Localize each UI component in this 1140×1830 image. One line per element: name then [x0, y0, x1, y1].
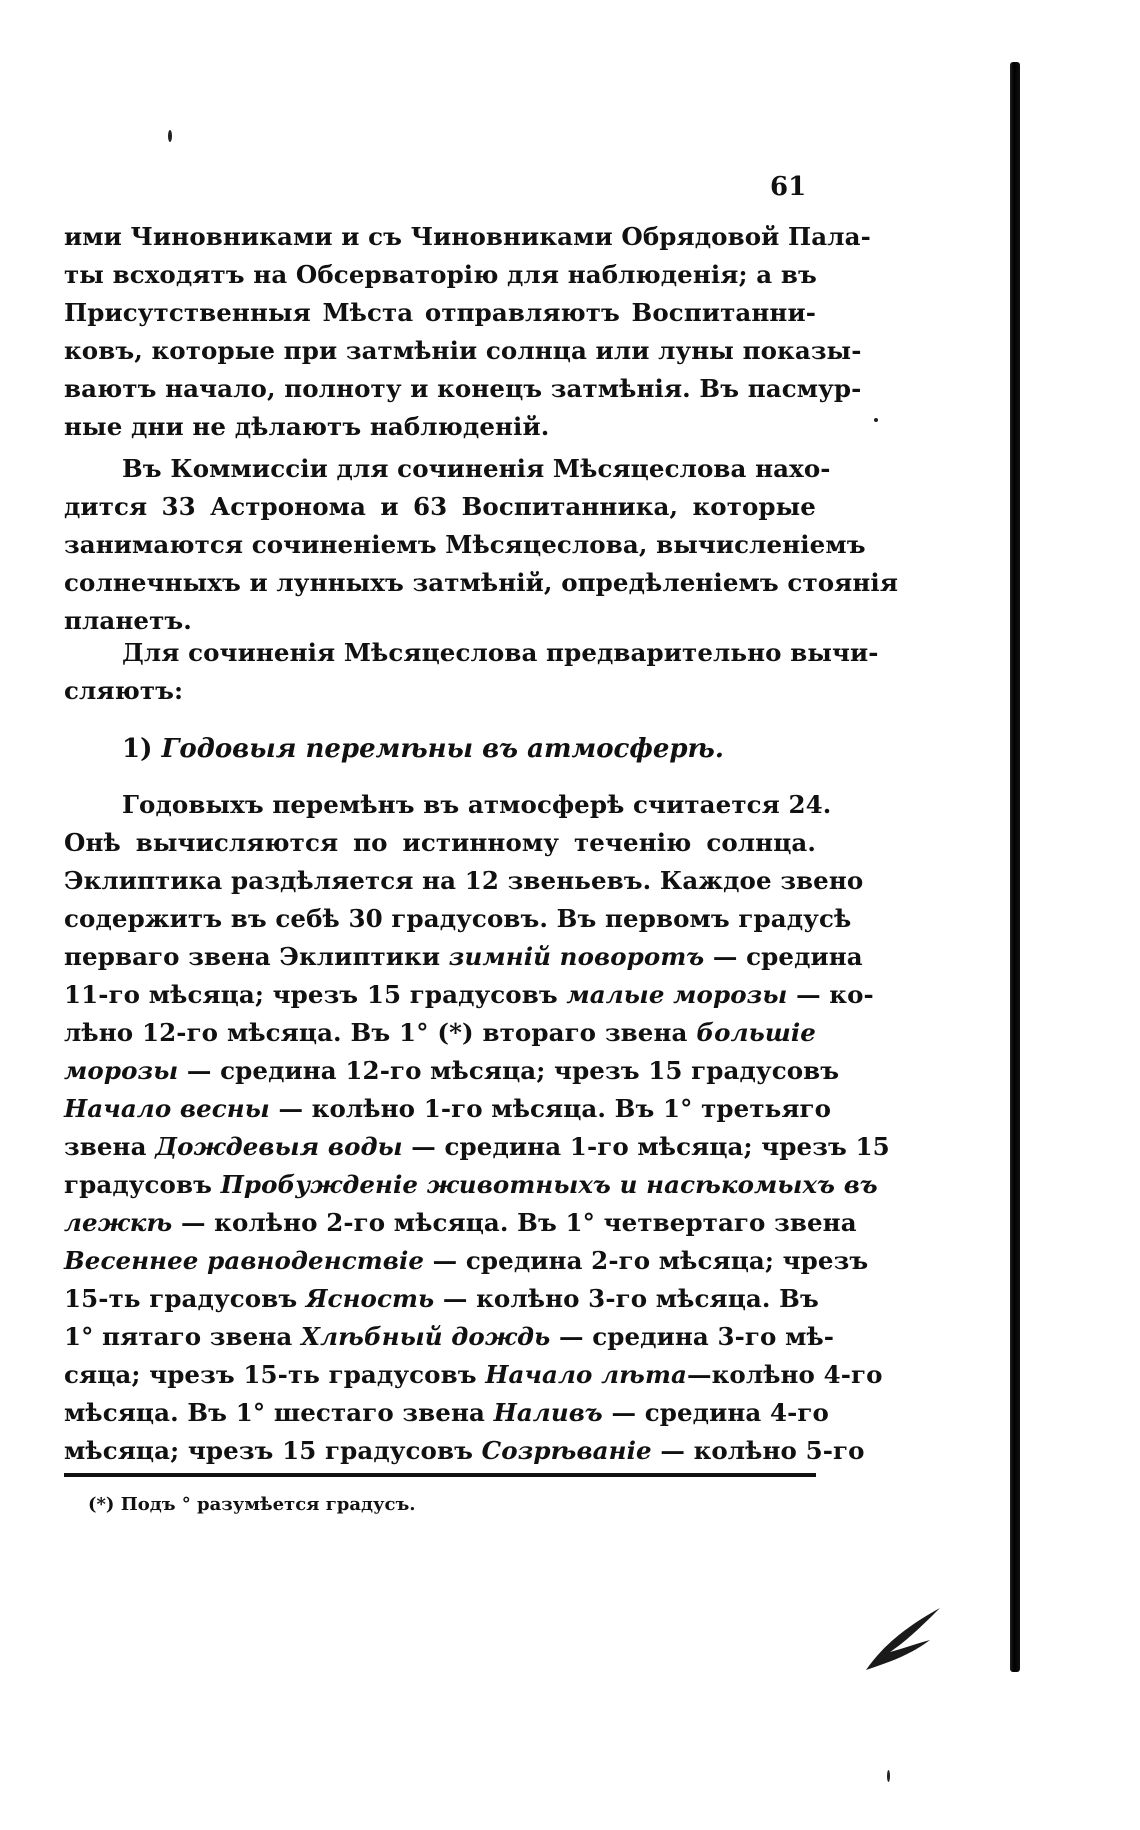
text-line	[64, 1318, 835, 1356]
ink-stroke-mark	[860, 1600, 950, 1680]
text-span: — ко-	[787, 980, 874, 1009]
italic-term: морозы	[64, 1056, 179, 1085]
italic-term: Созрѣваніе	[481, 1436, 652, 1465]
paragraph-3	[64, 634, 879, 710]
text-span: 15-ть градусовъ	[64, 1284, 306, 1313]
text-span: лѣно 12-го мѣсяца. Въ 1° (*) втораго звена	[64, 1018, 697, 1047]
footnote: (*) Подъ ° разумѣется градусъ.	[88, 1494, 416, 1515]
italic-term: Начало лѣта	[485, 1360, 687, 1389]
text-line	[64, 938, 863, 976]
text-line: занимаются сочиненіемъ Мѣсяцеслова, вычисленіемъ	[64, 530, 866, 559]
text-line	[64, 1394, 829, 1432]
text-line: Присутственныя Мѣста отправляютъ Воспитанни-	[64, 298, 816, 327]
page-number: 61	[770, 172, 807, 202]
italic-term: Начало весны	[64, 1094, 270, 1123]
scan-edge-bar	[1010, 62, 1020, 1672]
italic-term: Ясность	[305, 1284, 435, 1313]
text-span: — средина 4-го	[602, 1398, 829, 1427]
text-line: ими Чиновниками и съ Чиновниками Обрядовой Пала-	[64, 222, 871, 251]
footnote-divider	[64, 1473, 816, 1477]
text-line: Въ Коммиссіи для сочиненія Мѣсяцеслова нахо-	[122, 454, 831, 483]
text-span: мѣсяца; чрезъ 15 градусовъ	[64, 1436, 482, 1465]
text-line: ковъ, которые при затмѣніи солнца или луны показы-	[64, 336, 862, 365]
paragraph-2	[64, 450, 899, 640]
text-line: ваютъ начало, полноту и конецъ затмѣнія. Въ пасмур-	[64, 374, 862, 403]
text-line: ты всходятъ на Обсерваторію для наблюденія; а въ	[64, 260, 817, 289]
text-span: — колѣно 2-го мѣсяца. Въ 1° четвертаго звена	[172, 1208, 857, 1237]
italic-term: малые морозы	[566, 980, 788, 1009]
paragraph-4	[64, 786, 890, 1470]
text-span: перваго звена Эклиптики	[64, 942, 449, 971]
text-span: —колѣно 4-го	[686, 1360, 883, 1389]
text-span: градусовъ	[64, 1170, 221, 1199]
text-line	[64, 1204, 857, 1242]
text-span: — колѣно 5-го	[651, 1436, 865, 1465]
text-span: звена	[64, 1132, 156, 1161]
ink-speck	[887, 1770, 890, 1782]
italic-term: Пробужденіе животныхъ и насѣкомыхъ въ	[220, 1170, 878, 1199]
text-span: — колѣно 3-го мѣсяца. Въ	[434, 1284, 819, 1313]
text-line	[64, 1128, 890, 1166]
text-line	[64, 1052, 840, 1090]
italic-term: зимній поворотъ	[448, 942, 705, 971]
text-span: — средина 1-го мѣсяца; чрезъ 15	[402, 1132, 890, 1161]
italic-term: лежкѣ	[64, 1208, 173, 1237]
text-span: мѣсяца. Въ 1° шестаго звена	[64, 1398, 494, 1427]
italic-term: Весеннее равноденствіе	[64, 1246, 425, 1275]
section-title: Годовыя перемѣны въ атмосферѣ.	[161, 734, 724, 764]
text-line: дится 33 Астронома и 63 Воспитанника, которые	[64, 492, 816, 521]
text-line: ные дни не дѣлаютъ наблюденій.	[64, 412, 550, 441]
text-span: — средина 3-го мѣ-	[550, 1322, 835, 1351]
text-line: солнечныхъ и лунныхъ затмѣній, опредѣленіемъ стоянія	[64, 568, 899, 597]
text-span: — средина 2-го мѣсяца; чрезъ	[424, 1246, 869, 1275]
text-line	[64, 976, 874, 1014]
italic-term: Наливъ	[493, 1398, 603, 1427]
text-line: содержитъ въ себѣ 30 градусовъ. Въ первомъ градусѣ	[64, 904, 852, 933]
text-line: Годовыхъ перемѣнъ въ атмосферѣ считается 24.	[122, 790, 832, 819]
text-span: — средина 12-го мѣсяца; чрезъ 15 градусовъ	[178, 1056, 840, 1085]
text-span: сяца; чрезъ 15-ть градусовъ	[64, 1360, 486, 1389]
text-span: — колѣно 1-го мѣсяца. Въ 1° третьяго	[269, 1094, 832, 1123]
italic-term: большіе	[696, 1018, 816, 1047]
paragraph-1	[64, 218, 871, 446]
text-line	[64, 1356, 883, 1394]
text-span: 1° пятаго звена	[64, 1322, 301, 1351]
text-span: 11-го мѣсяца; чрезъ 15 градусовъ	[64, 980, 567, 1009]
text-line	[64, 1242, 869, 1280]
italic-term: Хлѣбный дождь	[300, 1322, 551, 1351]
section-number: 1)	[122, 734, 153, 764]
section-heading	[122, 730, 724, 768]
text-line: Эклиптика раздѣляется на 12 звеньевъ. Каждое звено	[64, 866, 864, 895]
text-line: Для сочиненія Мѣсяцеслова предварительно вычи-	[122, 638, 879, 667]
italic-term: Дождевыя воды	[155, 1132, 403, 1161]
text-line	[64, 1014, 816, 1052]
ink-speck	[168, 130, 172, 142]
text-span: — средина	[704, 942, 863, 971]
text-line	[64, 1166, 878, 1204]
text-line: Онѣ вычисляются по истинному теченію солнца.	[64, 828, 816, 857]
text-line	[64, 1432, 865, 1470]
text-line: сляютъ:	[64, 676, 184, 705]
ink-speck	[874, 418, 878, 422]
text-line	[64, 1090, 832, 1128]
text-line	[64, 1280, 819, 1318]
text-line: планетъ.	[64, 606, 192, 635]
